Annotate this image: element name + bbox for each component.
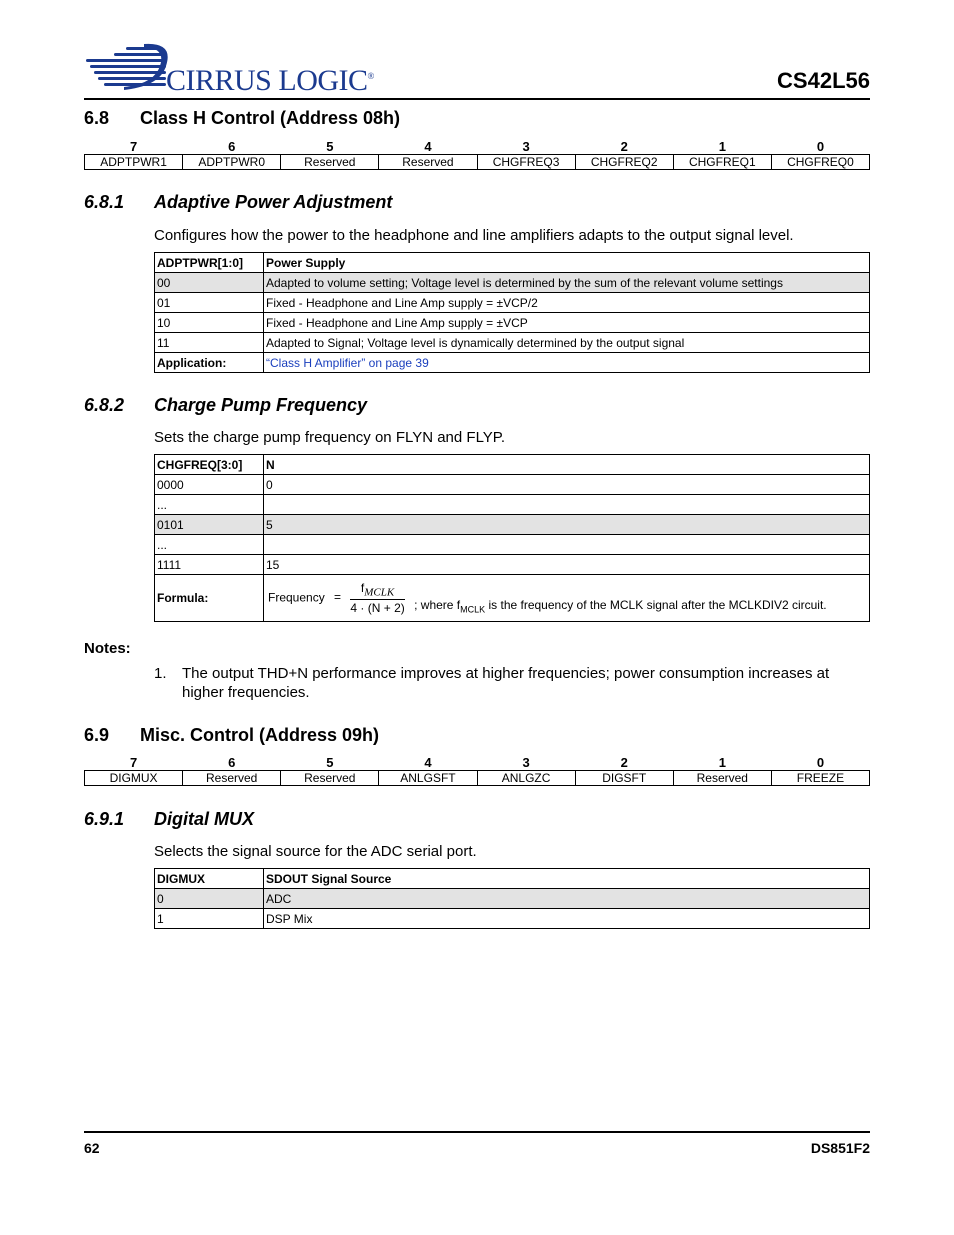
table-row	[155, 555, 870, 575]
table-header: ADPTPWR[1:0]	[155, 253, 264, 273]
table-cell: DSP Mix	[264, 909, 870, 929]
formula-row	[155, 575, 870, 622]
formula-mclk-sub: MCLK	[364, 586, 395, 599]
table-header: SDOUT Signal Source	[264, 869, 870, 889]
bit-field: Reserved	[673, 771, 771, 786]
table-cell: Adapted to Signal; Voltage level is dynamically determined by the output signal	[264, 333, 870, 353]
register-08h-bitmap	[84, 139, 870, 170]
table-cell: 0101	[155, 515, 264, 535]
formula-label: Formula:	[155, 575, 264, 622]
section-6-9-1-heading	[84, 809, 684, 831]
table-row	[155, 889, 870, 909]
bit-field: Reserved	[183, 771, 281, 786]
section-title: Charge Pump Frequency	[154, 395, 368, 415]
table-cell: 5	[264, 515, 870, 535]
section-number: 6.8.1	[84, 192, 125, 212]
bit-number: 0	[816, 139, 825, 154]
bit-field: Reserved	[379, 155, 477, 170]
table-header: DIGMUX	[155, 869, 264, 889]
bit-number: 6	[228, 755, 236, 770]
table-row	[155, 495, 870, 515]
bit-field: CHGFREQ1	[673, 155, 771, 170]
bit-field: DIGMUX	[85, 771, 183, 786]
chgfreq-table	[154, 454, 870, 622]
bit-number: 2	[620, 755, 628, 770]
bit-number: 5	[326, 139, 334, 154]
formula-denominator: 4 · (N + 2)	[350, 601, 405, 616]
table-cell	[264, 535, 870, 555]
table-cell: 1	[155, 909, 264, 929]
section-title: Misc. Control (Address 09h)	[140, 725, 380, 745]
section-description: Configures how the power to the headphone and line amplifiers adapts to the output signal level.	[154, 227, 794, 244]
bit-field: ADPTPWR1	[85, 155, 183, 170]
section-title: Adaptive Power Adjustment	[154, 192, 393, 212]
table-cell: Adapted to volume setting; Voltage level is determined by the sum of the relevant volume settings	[264, 273, 870, 293]
application-link[interactable]: “Class H Amplifier” on page 39	[266, 355, 429, 370]
page-number: 62	[84, 1140, 100, 1156]
formula-tail: is the frequency of the MCLK signal after the MCLKDIV2 circuit.	[485, 598, 827, 613]
note-number: 1.	[154, 665, 167, 682]
section-6-8-1-heading	[84, 192, 684, 214]
logo-wordmark: CIRRUS LOGIC	[166, 64, 368, 97]
bit-number: 7	[129, 139, 138, 154]
formula-fraction	[350, 581, 404, 615]
table-row	[155, 353, 870, 373]
table-cell: 11	[155, 333, 264, 353]
table-header: CHGFREQ[3:0]	[155, 455, 264, 475]
bit-field: CHGFREQ2	[575, 155, 673, 170]
section-6-9-heading	[84, 725, 684, 747]
bit-field: Reserved	[281, 155, 379, 170]
section-6-8-heading	[84, 108, 684, 130]
table-cell: 0	[264, 475, 870, 495]
bit-number: 6	[228, 139, 236, 154]
bit-field: DIGSFT	[575, 771, 673, 786]
table-row	[155, 313, 870, 333]
section-number: 6.8.2	[84, 395, 125, 415]
table-row	[155, 515, 870, 535]
bit-number: 4	[424, 139, 432, 154]
bit-field: FREEZE	[771, 771, 869, 786]
table-cell: Fixed - Headphone and Line Amp supply = ±VCP	[264, 313, 870, 333]
cirrus-logic-logo	[84, 42, 374, 103]
formula-prefix: Frequency	[268, 590, 325, 605]
bit-number: 3	[522, 755, 530, 770]
table-cell: 0	[155, 889, 264, 909]
table-cell	[264, 495, 870, 515]
formula-explanation	[414, 598, 827, 615]
formula-where-sub: MCLK	[460, 604, 486, 615]
section-6-8-2-heading	[84, 395, 684, 417]
table-cell: 10	[155, 313, 264, 333]
formula-f: f	[360, 580, 365, 595]
bit-field: CHGFREQ3	[477, 155, 575, 170]
digmux-table	[154, 868, 870, 929]
bit-number: 4	[424, 755, 432, 770]
table-cell: 1111	[155, 555, 264, 575]
section-number: 6.9.1	[84, 809, 125, 829]
bit-number: 1	[718, 755, 726, 770]
section-number: 6.8	[84, 108, 110, 128]
bit-field: ANLGSFT	[379, 771, 477, 786]
table-cell: 01	[155, 293, 264, 313]
formula-cell	[264, 575, 870, 622]
table-cell: 00	[155, 273, 264, 293]
header-rule	[84, 98, 870, 100]
registered-mark: ®	[367, 71, 374, 81]
table-row	[155, 333, 870, 353]
bit-number: 3	[522, 139, 530, 154]
bit-field: ADPTPWR0	[183, 155, 281, 170]
section-title: Digital MUX	[154, 809, 255, 829]
table-cell: ADC	[264, 889, 870, 909]
formula-where: ; where f	[414, 598, 461, 613]
table-row	[155, 273, 870, 293]
table-cell: 0000	[155, 475, 264, 495]
bit-number: 7	[129, 755, 138, 770]
footer-rule	[84, 1131, 870, 1133]
section-description: Sets the charge pump frequency on FLYN and FLYP.	[154, 429, 506, 446]
table-cell: Fixed - Headphone and Line Amp supply = ±VCP/2	[264, 293, 870, 313]
bit-field: ANLGZC	[477, 771, 575, 786]
bit-number: 2	[620, 139, 628, 154]
document-id: DS851F2	[810, 1140, 870, 1156]
formula-equals: =	[334, 590, 342, 605]
section-number: 6.9	[84, 725, 110, 745]
application-label: Application:	[155, 353, 264, 373]
bit-field: Reserved	[281, 771, 379, 786]
note-text: The output THD+N performance improves at higher frequencies; power consumption increases at	[182, 665, 830, 682]
table-row	[155, 535, 870, 555]
table-cell: ...	[155, 535, 264, 555]
formula-numerator	[350, 581, 404, 600]
table-row	[155, 293, 870, 313]
bit-field: CHGFREQ0	[771, 155, 869, 170]
table-header: N	[264, 455, 870, 475]
table-cell: 15	[264, 555, 870, 575]
table-row	[155, 909, 870, 929]
register-09h-bitmap	[84, 755, 870, 786]
table-cell: ...	[155, 495, 264, 515]
notes-label: Notes:	[84, 640, 131, 657]
section-title: Class H Control (Address 08h)	[140, 108, 401, 128]
note-text-continued: higher frequencies.	[182, 684, 310, 701]
section-description: Selects the signal source for the ADC serial port.	[154, 843, 477, 860]
table-header: Power Supply	[264, 253, 870, 273]
adptpwr-table	[154, 252, 870, 373]
product-name: CS42L56	[777, 68, 870, 93]
bit-number: 1	[718, 139, 726, 154]
table-row	[155, 475, 870, 495]
bit-number: 0	[816, 755, 825, 770]
bit-number: 5	[326, 755, 334, 770]
